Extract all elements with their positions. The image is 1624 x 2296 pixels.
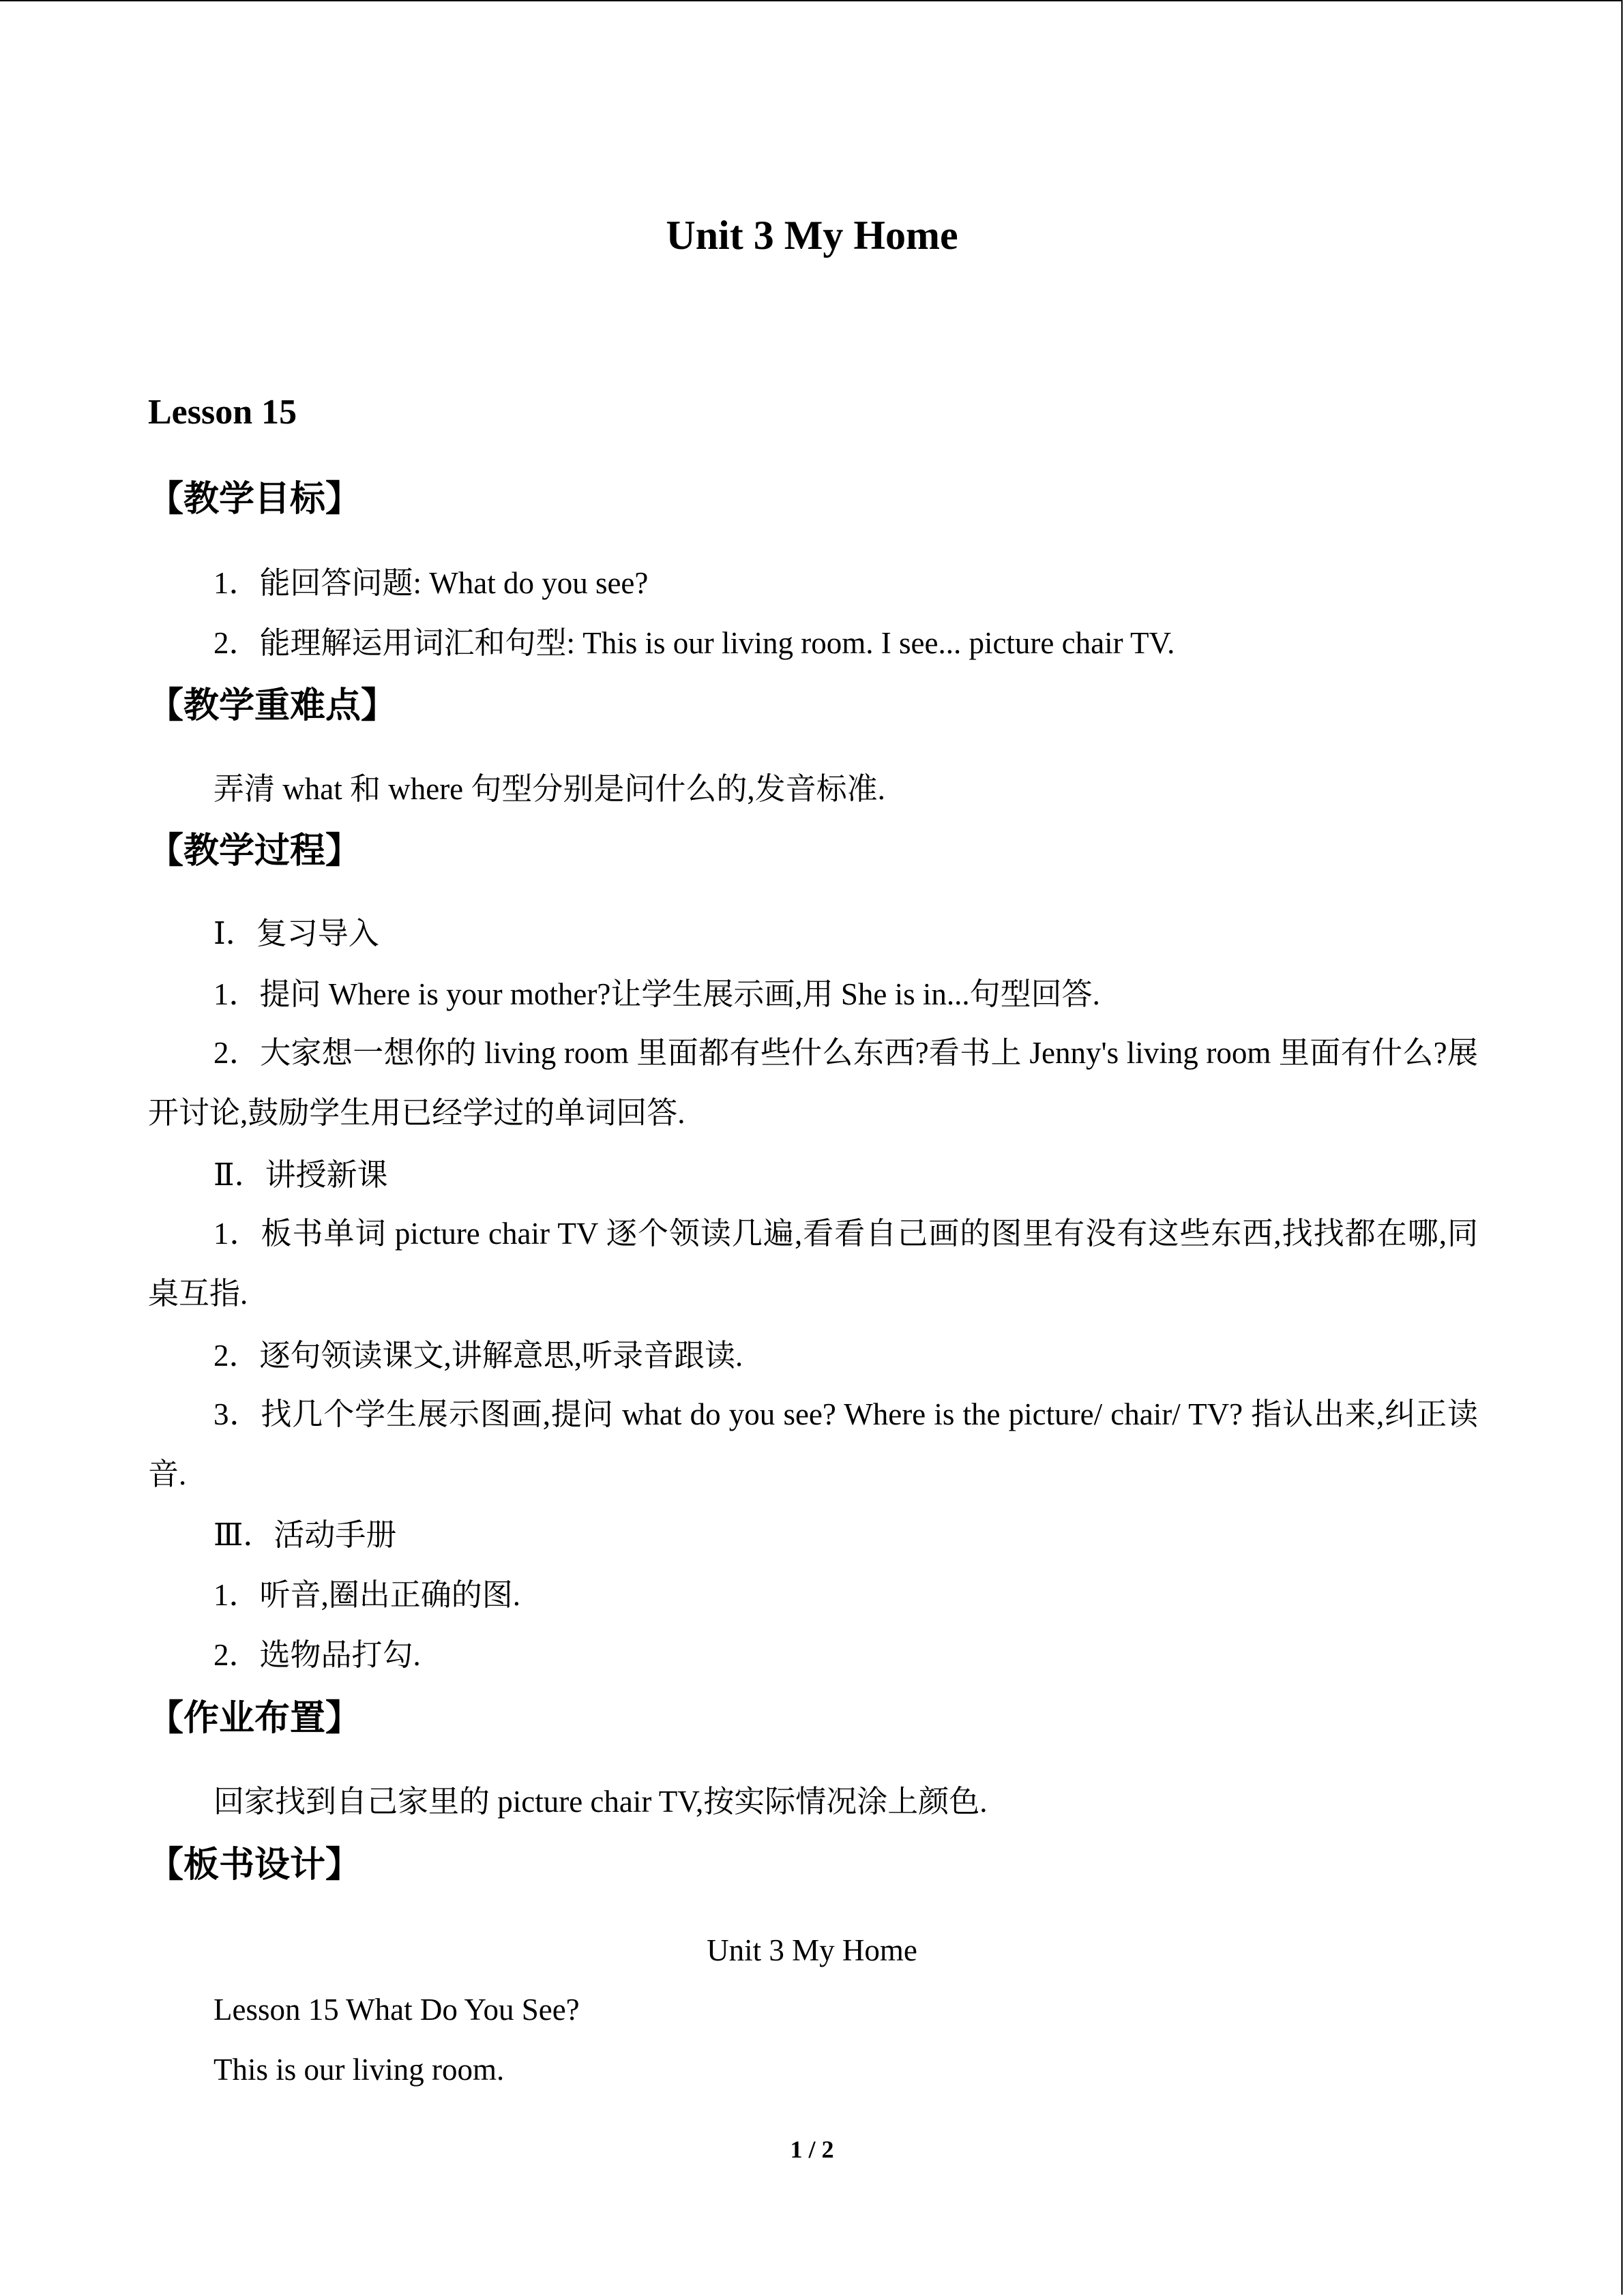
process-part1-item-1: 1．提问 Where is your mother?让学生展示画,用 She is in...句型回答. [213,977,1100,1011]
key-points-text: 弄清 what 和 where 句型分别是问什么的,发音标准. [213,772,885,806]
objective-item-2: 2．能理解运用词汇和句型: This is our living room. I see... picture chair TV. [213,626,1175,660]
page-number: 1 / 2 [790,2136,834,2163]
process-part2-item-1: 1．板书单词 picture chair TV 逐个领读几遍,看看自己画的图里有没有这些东西,找找都在哪,同桌互指. [148,1217,1478,1311]
objectives-heading: 【教学目标】 [148,479,361,520]
process-part2-title: Ⅱ．讲授新课 [213,1158,388,1192]
process-part3-title: Ⅲ．活动手册 [213,1518,397,1552]
board-design-heading: 【板书设计】 [148,1845,361,1885]
board-design-title: Unit 3 My Home [707,1933,917,1967]
board-design-line-2: This is our living room. [213,2053,505,2087]
objective-item-1: 1．能回答问题: What do you see? [213,566,649,600]
process-part2-item-3: 3．找几个学生展示图画,提问 what do you see? Where is the picture/ chair/ TV? 指认出来,纠正读音. [148,1397,1478,1491]
lesson-title: Lesson 15 [148,393,297,432]
key-points-heading: 【教学重难点】 [148,685,397,726]
homework-heading: 【作业布置】 [148,1698,361,1739]
process-part3-item-2: 2．选物品打勾. [213,1638,421,1672]
process-part1-title: Ⅰ．复习导入 [213,916,379,951]
process-part3-item-1: 1．听音,圈出正确的图. [213,1578,521,1612]
document-title: Unit 3 My Home [666,213,958,258]
homework-text: 回家找到自己家里的 picture chair TV,按实际情况涂上颜色. [213,1785,988,1819]
process-part1-item-2: 2．大家想一想你的 living room 里面都有些什么东西?看书上 Jenny's living room 里面有什么?展开讨论,鼓励学生用已经学过的单词回答. [148,1036,1478,1130]
board-design-line-1: Lesson 15 What Do You See? [213,1993,580,2027]
process-part2-item-2: 2．逐句领读课文,讲解意思,听录音跟读. [213,1339,743,1373]
process-heading: 【教学过程】 [148,831,361,871]
